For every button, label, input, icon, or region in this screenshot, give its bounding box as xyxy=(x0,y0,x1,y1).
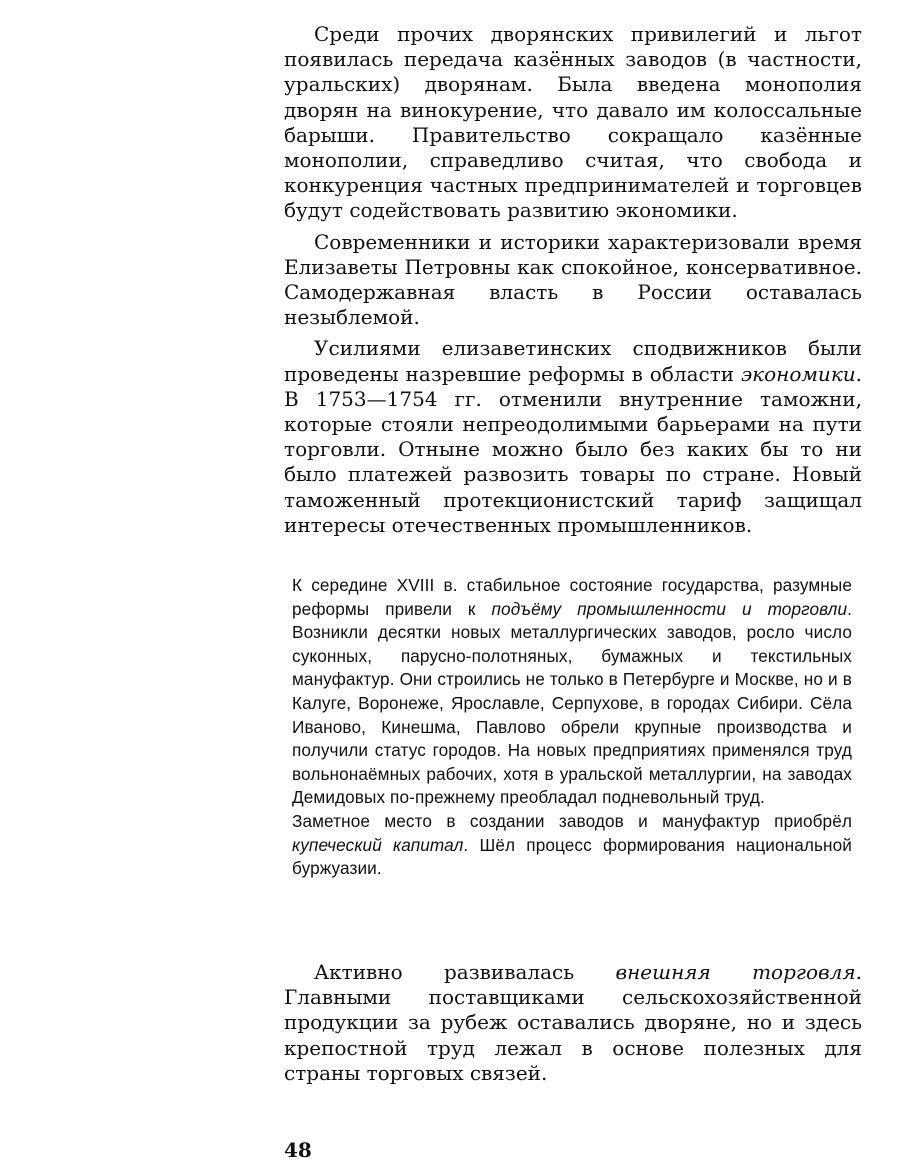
paragraph-reforms xyxy=(284,336,862,538)
paragraph-reforms-text-end: . В 1753—1754 гг. отменили внутренние таможни, которые стояли непреодолимыми барьерами на пути торговли. Отныне можно было без каких бы то ни было платежей развозить товары по стране. Новый таможенный протекционистский тариф защищал интересы отечественных промышленников. xyxy=(284,361,862,537)
sidebar-capital-emphasis: купеческий капитал xyxy=(292,834,464,855)
sidebar-paragraph-capital xyxy=(292,810,852,881)
sidebar-industry-emphasis: подъёму промышленности и торговли xyxy=(491,598,848,619)
paragraph-privileges-text: Среди прочих дворянских привилегий и льгот появилась передача казённых заводов (в частности, уральских) дворянам. Была введена монополия дворян на винокурение, что давало им колоссальные барыши. Правительство сокращало казённые монополии, справедливо считая, что свобода и конкуренция частных предпринимателей и торговцев будут содействовать развитию экономики. xyxy=(284,22,862,223)
paragraph-reforms-emphasis: экономики xyxy=(740,361,856,386)
sidebar-paragraph-industry xyxy=(292,574,852,810)
paragraph-foreign-trade-emphasis: внешняя торговля xyxy=(615,960,856,984)
sidebar-box xyxy=(292,574,852,881)
paragraph-foreign-trade xyxy=(284,960,862,1086)
paragraph-privileges xyxy=(284,22,862,224)
paragraph-foreign-trade-text-end: . Главными поставщиками сельскохозяйственной продукции за рубеж оставались дворяне, но и здесь крепостной труд лежал в основе полезных для страны торговых связей. xyxy=(284,960,863,1085)
sidebar-capital-text-start: Заметное место в создании заводов и мануфактур приобрёл xyxy=(292,810,852,831)
main-text-top xyxy=(284,22,862,538)
page-number: 48 xyxy=(284,1138,312,1162)
sidebar-capital-text-end: . Шёл процесс формирования национальной буржуазии. xyxy=(292,834,853,879)
paragraph-contemporaries-text: Современники и историки характеризовали время Елизаветы Петровны как спокойное, консервативное. Самодержавная власть в России оставалась незыблемой. xyxy=(284,229,862,330)
paragraph-contemporaries xyxy=(284,230,862,331)
sidebar-industry-text-end: . Возникли десятки новых металлургических заводов, росло число суконных, парусно-полотняных, бумажных и текстильных мануфактур. Они строились не только в Петербурге и Москве, но и в Калуге, Воронеже, Ярославле, Серпухове, в городах Сибири. Сёла Иваново, Кинешма, Павлово обрели крупные производства и получили статус городов. На новых предприятиях применялся труд вольнонаёмных рабочих, хотя в уральской металлургии, на заводах Демидовых по-прежнему преобладал подневольный труд. xyxy=(292,598,852,808)
paragraph-foreign-trade-text-start: Активно развивалась xyxy=(314,960,616,984)
main-text-bottom xyxy=(284,960,862,1086)
sidebar-industry-text-start: К середине XVIII в. стабильное состояние государства, разумные реформы привели к xyxy=(292,575,852,619)
paragraph-reforms-text-start: Усилиями елизаветинских сподвижников были проведены назревшие реформы в области xyxy=(284,336,862,386)
